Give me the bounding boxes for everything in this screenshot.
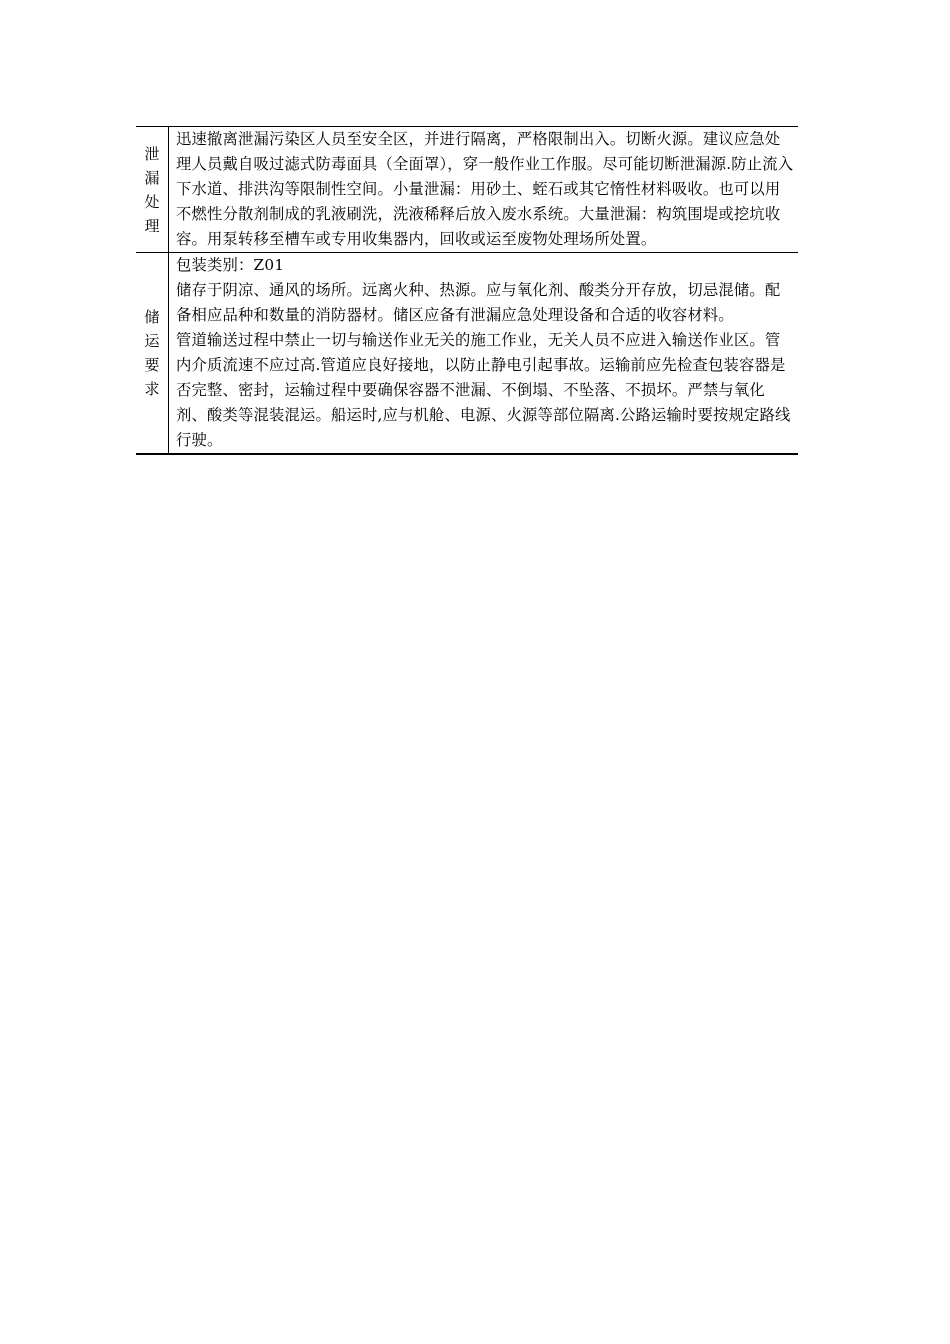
leak-handling-text: 迅速撤离泄漏污染区人员至安全区，并进行隔离，严格限制出入。切断火源。建议应急处理人员戴自吸过滤式防毒面具（全面罩），穿一般作业工作服。尽可能切断泄漏源.防止流入下水道、排洪沟等限制性空间。小量泄漏：用砂土、蛭石或其它惰性材料吸收。也可以用不燃性分散剂制成的乳液刷洗，洗液稀释后放入废水系统。大量泄漏：构筑围堤或挖坑收容。用泵转移至槽车或专用收集器内，回收或运至废物处理场所处置。 xyxy=(176,130,794,248)
transport-requirements-text: 管道输送过程中禁止一切与输送作业无关的施工作业，无关人员不应进入输送作业区。管内介质流速不应过高.管道应良好接地，以防止静电引起事故。运输前应先检查包装容器是否完整、密封，运输过程中要确保容器不泄漏、不倒塌、不坠落、不损坏。严禁与氧化剂、酸类等混装混运。船运时,应与机舱、电源、火源等部位隔离.公路运输时要按规定路线行驶。 xyxy=(176,331,791,449)
packaging-category-text: 包装类别：Z01 xyxy=(176,256,285,274)
row-content-cell xyxy=(169,253,799,455)
row-label-storage-transport: 储运要求 xyxy=(144,308,160,398)
safety-info-table xyxy=(136,126,798,455)
row-label-leak-handling: 泄漏处理 xyxy=(144,144,160,235)
table-row-leak-handling xyxy=(136,127,798,253)
row-label-cell xyxy=(136,127,169,253)
row-label-cell xyxy=(136,253,169,455)
storage-requirements-text: 储存于阴凉、通风的场所。远离火种、热源。应与氧化剂、酸类分开存放，切忌混储。配备相应品种和数量的消防器材。储区应备有泄漏应急处理设备和合适的收容材料。 xyxy=(176,281,781,324)
table-row-storage-transport xyxy=(136,253,798,455)
row-content-cell xyxy=(169,127,799,253)
